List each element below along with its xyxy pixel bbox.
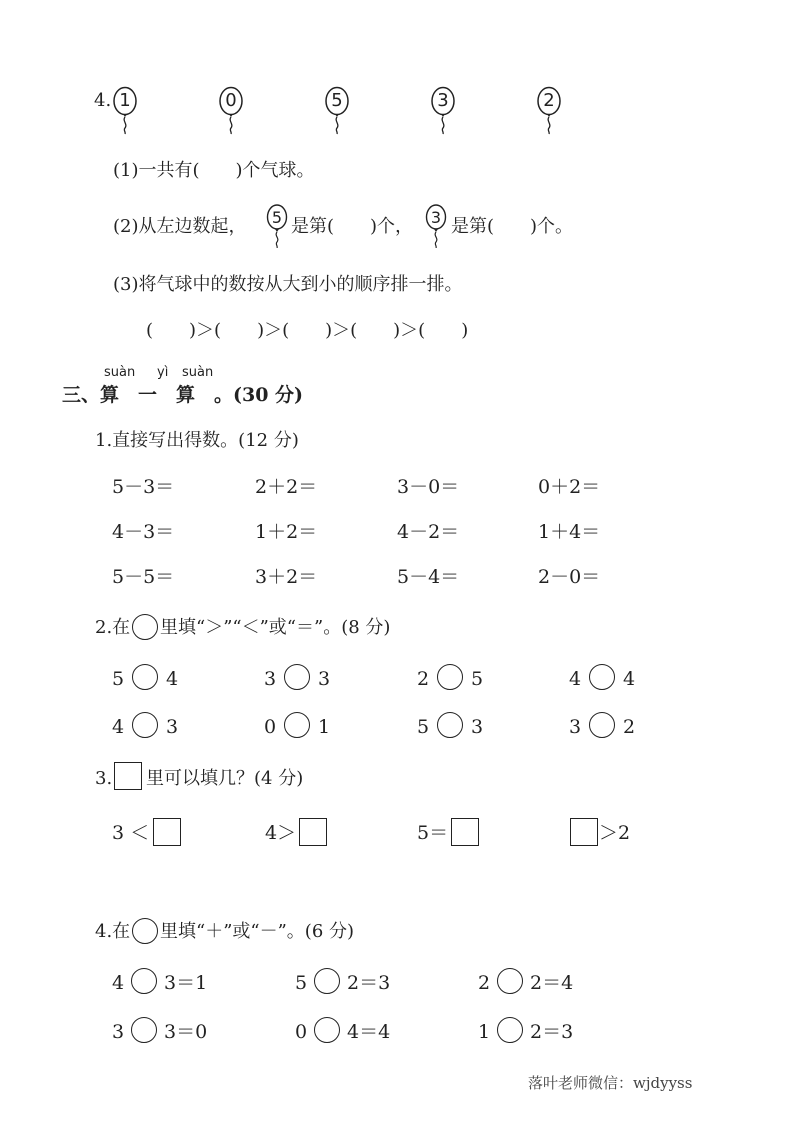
- q4-part3-blanks: ( )＞( )＞( )＞( )＞( ): [146, 320, 469, 341]
- compare-right: 3: [166, 716, 179, 738]
- answer-box[interactable]: [570, 818, 598, 846]
- question-number: 4.: [94, 90, 112, 111]
- answer-circle[interactable]: [132, 664, 158, 690]
- op-right: 2＝3: [347, 972, 391, 994]
- equation: 4－3＝: [112, 521, 175, 543]
- s3-title-prefix: 3.: [95, 768, 113, 789]
- q4-part2-prefix: (2)从左边数起，: [113, 216, 247, 237]
- answer-circle[interactable]: [497, 968, 523, 994]
- answer-box[interactable]: [153, 818, 181, 846]
- op-left: 3: [112, 1021, 125, 1043]
- circle-icon: [132, 614, 158, 640]
- op-right: 4＝4: [347, 1021, 391, 1043]
- equation: 5－5＝: [112, 566, 175, 588]
- compare-left: 5: [417, 716, 430, 738]
- q4-part2-middle: 是第( )个，: [291, 216, 414, 237]
- balloon-number: 2: [543, 90, 555, 111]
- answer-circle[interactable]: [131, 968, 157, 994]
- compare-right: 2: [623, 716, 636, 738]
- compare-right: 5: [471, 668, 484, 690]
- compare-left: 5: [112, 668, 125, 690]
- section-heading: 三、算 一 算 。(30 分): [62, 384, 304, 406]
- balloon-1: [112, 86, 140, 132]
- balloon-4: [430, 86, 458, 132]
- op-left: 5: [295, 972, 308, 994]
- balloon-2: [218, 86, 246, 132]
- compare-right: 3: [471, 716, 484, 738]
- answer-circle[interactable]: [589, 664, 615, 690]
- answer-circle[interactable]: [437, 712, 463, 738]
- equation: 1＋4＝: [538, 521, 601, 543]
- s1-title: 1.直接写出得数。(12 分): [95, 430, 299, 451]
- op-left: 4: [112, 972, 125, 994]
- answer-box[interactable]: [451, 818, 479, 846]
- compare-left: 4: [569, 668, 582, 690]
- equation: 2－0＝: [538, 566, 601, 588]
- equation: 3－0＝: [397, 476, 460, 498]
- fill-left: 4＞: [265, 822, 297, 844]
- pinyin-suan-2: suàn: [182, 365, 214, 380]
- pinyin-suan-1: suàn: [104, 365, 136, 380]
- q4-part2-suffix: 是第( )个。: [451, 216, 574, 237]
- answer-circle[interactable]: [314, 968, 340, 994]
- compare-right: 4: [623, 668, 636, 690]
- answer-circle[interactable]: [314, 1017, 340, 1043]
- compare-left: 0: [264, 716, 277, 738]
- op-right: 3＝1: [164, 972, 208, 994]
- s2-title-prefix: 2.在: [95, 617, 131, 638]
- s2-title-suffix: 里填“＞”“＜”或“＝”。(8 分): [160, 617, 391, 638]
- balloon-number: 0: [225, 90, 237, 111]
- op-right: 2＝3: [530, 1021, 574, 1043]
- balloon-number: 5: [271, 208, 283, 227]
- equation: 2＋2＝: [255, 476, 318, 498]
- compare-right: 3: [318, 668, 331, 690]
- inline-balloon-3: [425, 204, 453, 250]
- fill-left: 5＝: [417, 822, 449, 844]
- answer-circle[interactable]: [589, 712, 615, 738]
- q4-part1: (1)一共有( )个气球。: [113, 160, 315, 181]
- circle-icon: [132, 918, 158, 944]
- equation: 0＋2＝: [538, 476, 601, 498]
- balloon-number: 1: [119, 90, 131, 111]
- balloon-5: [536, 86, 564, 132]
- equation: 1＋2＝: [255, 521, 318, 543]
- answer-circle[interactable]: [437, 664, 463, 690]
- equation: 5－3＝: [112, 476, 175, 498]
- balloon-number: 3: [430, 208, 442, 227]
- equation: 4－2＝: [397, 521, 460, 543]
- op-left: 0: [295, 1021, 308, 1043]
- s4-title-suffix: 里填“＋”或“－”。(6 分): [160, 921, 355, 942]
- fill-left: 3 ＜: [112, 822, 150, 844]
- answer-circle[interactable]: [132, 712, 158, 738]
- balloon-number: 3: [437, 90, 449, 111]
- equation: 3＋2＝: [255, 566, 318, 588]
- s4-title-prefix: 4.在: [95, 921, 131, 942]
- compare-left: 3: [264, 668, 277, 690]
- balloon-3: [324, 86, 352, 132]
- compare-left: 4: [112, 716, 125, 738]
- square-icon: [114, 762, 142, 790]
- op-right: 2＝4: [530, 972, 574, 994]
- s3-title-suffix: 里可以填几？(4 分): [146, 768, 304, 789]
- op-left: 1: [478, 1021, 491, 1043]
- compare-left: 3: [569, 716, 582, 738]
- q4-part3: (3)将气球中的数按从大到小的顺序排一排。: [113, 274, 463, 295]
- answer-box[interactable]: [299, 818, 327, 846]
- compare-right: 4: [166, 668, 179, 690]
- fill-right: ＞2: [599, 822, 631, 844]
- compare-right: 1: [318, 716, 331, 738]
- op-right: 3＝0: [164, 1021, 208, 1043]
- footer-watermark: 落叶老师微信：wjdyyss: [528, 1074, 693, 1092]
- op-left: 2: [478, 972, 491, 994]
- inline-balloon-5: [266, 204, 294, 250]
- answer-circle[interactable]: [284, 664, 310, 690]
- pinyin-yi: yì: [157, 365, 169, 380]
- balloon-number: 5: [331, 90, 343, 111]
- answer-circle[interactable]: [284, 712, 310, 738]
- answer-circle[interactable]: [131, 1017, 157, 1043]
- answer-circle[interactable]: [497, 1017, 523, 1043]
- compare-left: 2: [417, 668, 430, 690]
- equation: 5－4＝: [397, 566, 460, 588]
